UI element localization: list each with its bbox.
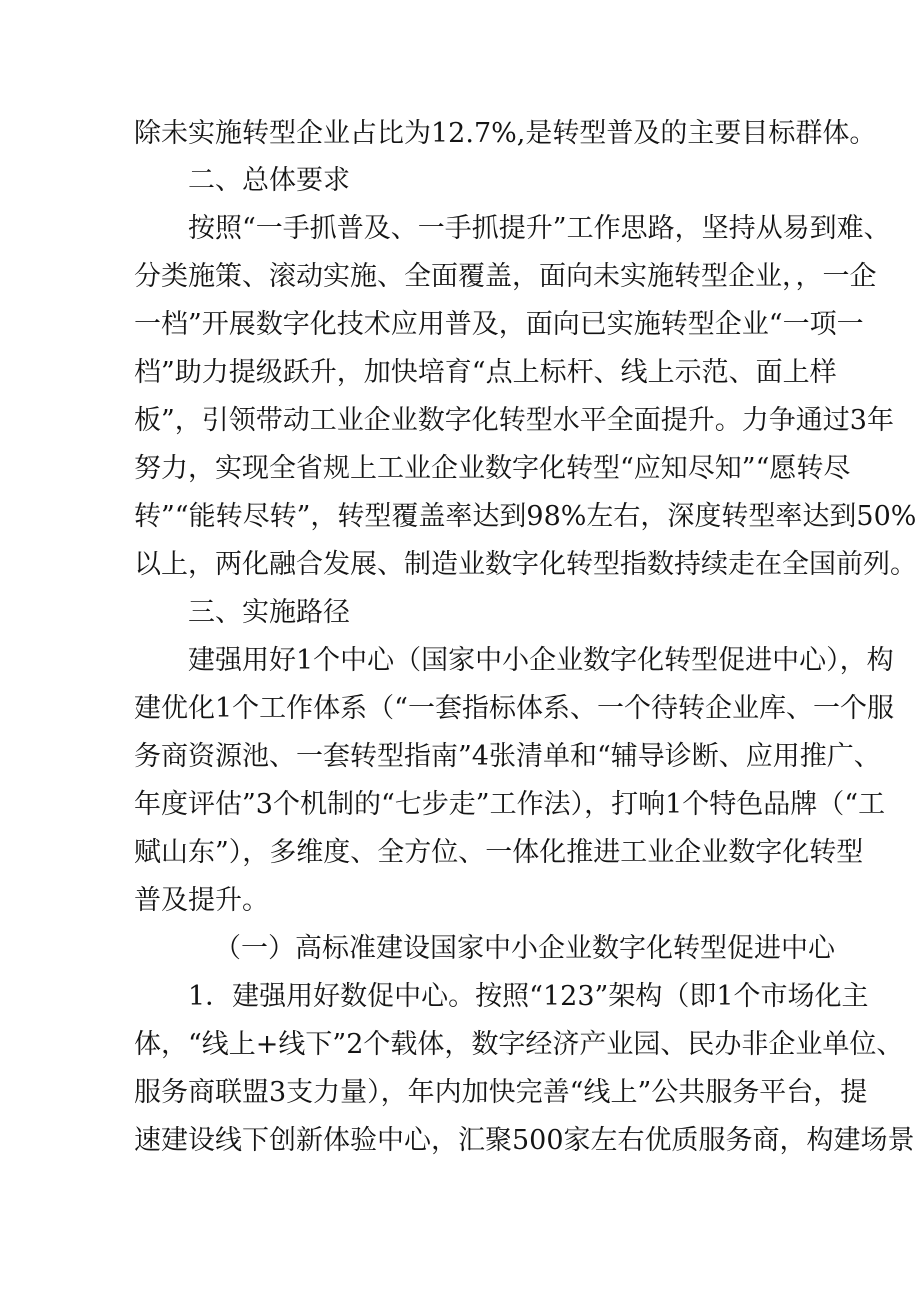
paragraph-line: 务商资源池、一套转型指南”4张清单和“辅导诊断、应用推广、	[134, 741, 881, 772]
section-heading-implementation-path: 三、实施路径	[188, 597, 350, 628]
paragraph-line: 板”，引领带动工业企业数字化转型水平全面提升。力争通过3年	[134, 405, 894, 436]
paragraph-line: 普及提升。	[134, 885, 269, 916]
paragraph-line: 转”“能转尽转”，转型覆盖率达到98%左右，深度转型率达到50%	[134, 501, 917, 532]
paragraph-line: 年度评估”3个机制的“七步走”工作法），打响1个特色品牌（“工	[134, 789, 886, 820]
section-heading-general-requirements: 二、总体要求	[188, 165, 350, 196]
paragraph-line: 档”助力提级跃升，加快培育“点上标杆、线上示范、面上样	[134, 357, 837, 388]
paragraph-line: 以上，两化融合发展、制造业数字化转型指数持续走在全国前列。	[134, 549, 917, 580]
subsection-heading: （一）高标准建设国家中小企业数字化转型促进中心	[214, 933, 835, 964]
paragraph-line: 赋山东”），多维度、全方位、一体化推进工业企业数字化转型	[134, 837, 864, 868]
paragraph-line: 1．建强用好数促中心。按照“123”架构（即1个市场化主	[188, 981, 869, 1012]
paragraph-line: 建强用好1个中心（国家中小企业数字化转型促进中心），构	[188, 645, 894, 676]
paragraph-line: 按照“一手抓普及、一手抓提升”工作思路，坚持从易到难、	[188, 213, 891, 244]
paragraph-line: 除未实施转型企业占比为12.7%,是转型普及的主要目标群体。	[134, 118, 877, 149]
paragraph-line: 分类施策、滚动实施、全面覆盖，面向未实施转型企业，，一企	[134, 261, 877, 292]
paragraph-line: 速建设线下创新体验中心，汇聚500家左右优质服务商，构建场景	[134, 1125, 915, 1156]
paragraph-line: 一档”开展数字化技术应用普及，面向已实施转型企业“一项一	[134, 309, 864, 340]
paragraph-line: 努力，实现全省规上工业企业数字化转型“应知尽知”“愿转尽	[134, 453, 851, 484]
paragraph-line: 建优化1个工作体系（“一套指标体系、一个待转企业库、一个服	[134, 693, 894, 724]
paragraph-line: 体，“线上+线下”2个载体，数字经济产业园、民办非企业单位、	[134, 1029, 904, 1060]
paragraph-line: 服务商联盟3支力量），年内加快完善“线上”公共服务平台，提	[134, 1077, 868, 1108]
